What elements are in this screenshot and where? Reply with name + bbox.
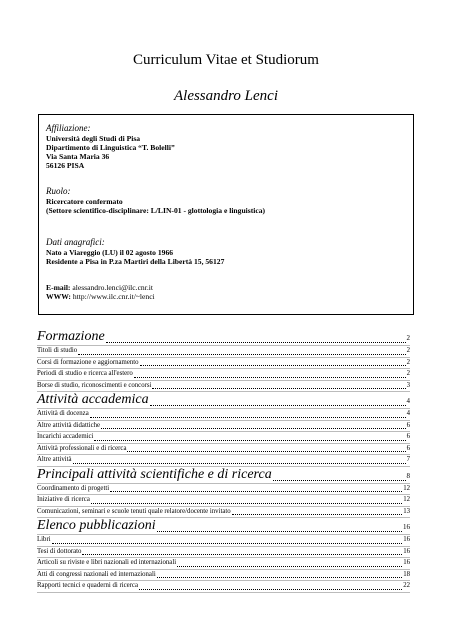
toc-page-number: 4: [406, 397, 410, 405]
toc-leader: [177, 566, 402, 567]
info-box: [38, 114, 414, 315]
toc-item-title: Incarichi accademici: [37, 433, 94, 440]
toc-item[interactable]: [37, 409, 410, 421]
toc-item-title: Altre attività: [37, 456, 72, 463]
toc-item-title: Titoli di studio: [37, 347, 78, 354]
toc-section[interactable]: [37, 329, 410, 346]
toc-item[interactable]: [37, 432, 410, 444]
affiliation-line: Via Santa Maria 36: [46, 152, 110, 161]
toc-item[interactable]: [37, 381, 410, 393]
toc-item-title: Articoli su riviste e libri nazionali ed internazionali: [37, 559, 177, 566]
toc-item[interactable]: [37, 484, 410, 496]
toc-page-number: 3: [406, 381, 410, 389]
toc-leader: [152, 388, 405, 389]
www-row: [46, 292, 409, 301]
toc-section-title: Principali attività scientifiche e di ricerca: [37, 466, 272, 482]
toc-leader: [78, 354, 405, 355]
toc-item[interactable]: [37, 346, 410, 358]
toc-leader: [101, 428, 406, 429]
role-label: Ruolo:: [46, 186, 71, 196]
toc-leader: [106, 342, 406, 343]
toc-item[interactable]: [37, 495, 410, 507]
toc-leader: [127, 451, 405, 452]
toc-page-number: 16: [403, 547, 410, 555]
personal-block: [46, 237, 409, 266]
role-line: Ricercatore confermato: [46, 197, 123, 206]
toc-leader: [150, 405, 406, 406]
www-label: WWW:: [46, 292, 71, 301]
toc-page-number: 6: [406, 433, 410, 440]
toc-leader: [134, 377, 406, 378]
toc-item[interactable]: [37, 535, 410, 547]
toc-page-number: 4: [406, 410, 410, 417]
toc-item-title: Comunicazioni, seminari e scuole tenuti quale relatore/docente invitato: [37, 507, 231, 515]
affiliation-line: 56126 PISA: [46, 161, 85, 170]
page-title: Curriculum Vitae et Studiorum: [133, 52, 319, 68]
toc-page-number: 12: [403, 484, 410, 492]
toc-page-number: 2: [406, 347, 410, 354]
personal-label: Dati anagrafici:: [46, 237, 105, 247]
toc-page-number: 13: [403, 507, 410, 515]
toc-item[interactable]: [37, 507, 410, 519]
toc-page-number: 6: [406, 444, 410, 452]
email-link[interactable]: alessandro.lenci@ilc.cnr.it: [72, 283, 153, 292]
toc-leader: [94, 440, 405, 441]
toc-item[interactable]: [37, 358, 410, 370]
toc-leader: [140, 365, 406, 366]
toc-leader: [157, 531, 402, 532]
toc-item-title: Libri: [37, 536, 51, 543]
toc-page-number: 16: [403, 523, 410, 531]
residence-line: Residente a Pisa in P.za Martiri della Libertà 15, 56127: [46, 257, 225, 266]
toc-item[interactable]: [37, 581, 410, 593]
toc-item-title: Tesi di dottorato: [37, 547, 82, 555]
www-link[interactable]: http://www.ilc.cnr.it/~lenci: [72, 292, 155, 301]
affiliation-line: Dipartimento di Linguistica “T. Bolelli”: [46, 143, 175, 152]
toc-leader: [91, 503, 402, 504]
affiliation-block: [46, 123, 409, 170]
toc-leader: [139, 589, 402, 590]
birth-line: Nato a Viareggio (LU) il 02 agosto 1966: [46, 248, 174, 257]
toc-item-title: Atti di congressi nazionali ed internazionali: [37, 570, 156, 578]
toc-item[interactable]: [37, 421, 410, 433]
toc-page-number: 16: [403, 536, 410, 543]
role-line: (Settore scientifico-disciplinare: L/LIN-01 - glottologia e linguistica): [46, 206, 266, 215]
toc-item[interactable]: [37, 444, 410, 456]
toc-leader: [110, 491, 402, 492]
toc-section-title: Elenco pubblicazioni: [37, 518, 156, 533]
toc-item[interactable]: [37, 369, 410, 381]
toc-item-title: Iniziative di ricerca: [37, 496, 90, 503]
toc-item-title: Rapporti tecnici e quaderni di ricerca: [37, 582, 138, 589]
affiliation-label: Affiliazione:: [46, 123, 91, 133]
toc-item[interactable]: [37, 570, 410, 582]
email-label: E-mail:: [46, 283, 71, 292]
contact-block: [46, 283, 409, 301]
toc-page-number: 12: [403, 496, 410, 503]
toc-item[interactable]: [37, 547, 410, 559]
affiliation-line: Università degli Studi di Pisa: [46, 134, 141, 143]
toc-leader: [82, 554, 402, 555]
email-row: [46, 283, 409, 292]
toc-item[interactable]: [37, 455, 410, 467]
toc-item-title: Corsi di formazione e aggiornamento: [37, 358, 139, 366]
toc-item-title: Attività professionali e di ricerca: [37, 444, 127, 452]
toc-item-title: Borse di studio, riconoscimenti e concorsi: [37, 381, 152, 389]
toc-page-number: 6: [406, 421, 410, 429]
toc-leader: [232, 514, 403, 515]
toc-leader: [73, 463, 406, 464]
toc-leader: [273, 480, 406, 481]
toc-page-number: 2: [406, 334, 410, 342]
table-of-contents: [37, 329, 410, 593]
author-name: Alessandro Lenci: [173, 88, 279, 104]
toc-page-number: 2: [406, 370, 410, 377]
toc-section[interactable]: [37, 392, 410, 409]
toc-section-title: Formazione: [37, 329, 105, 344]
toc-leader: [90, 417, 406, 418]
toc-leader: [157, 577, 402, 578]
toc-section[interactable]: [37, 467, 410, 484]
toc-page-number: 18: [403, 570, 410, 578]
toc-page-number: 2: [406, 358, 410, 366]
toc-item-title: Periodi di studio e ricerca all'estero: [37, 370, 133, 377]
toc-page-number: 22: [403, 582, 410, 589]
role-block: [46, 186, 409, 215]
toc-item-title: Coordinamento di progetti: [37, 484, 110, 492]
toc-page-number: 16: [403, 559, 410, 566]
toc-item[interactable]: [37, 558, 410, 570]
toc-item-title: Altre attività didattiche: [37, 421, 101, 429]
toc-item-title: Attività di docenza: [37, 410, 89, 417]
toc-section[interactable]: [37, 518, 410, 535]
toc-page-number: 8: [406, 471, 410, 480]
toc-page-number: 7: [406, 456, 410, 463]
toc-section-title: Attività accademica: [37, 392, 149, 407]
toc-leader: [52, 543, 403, 544]
